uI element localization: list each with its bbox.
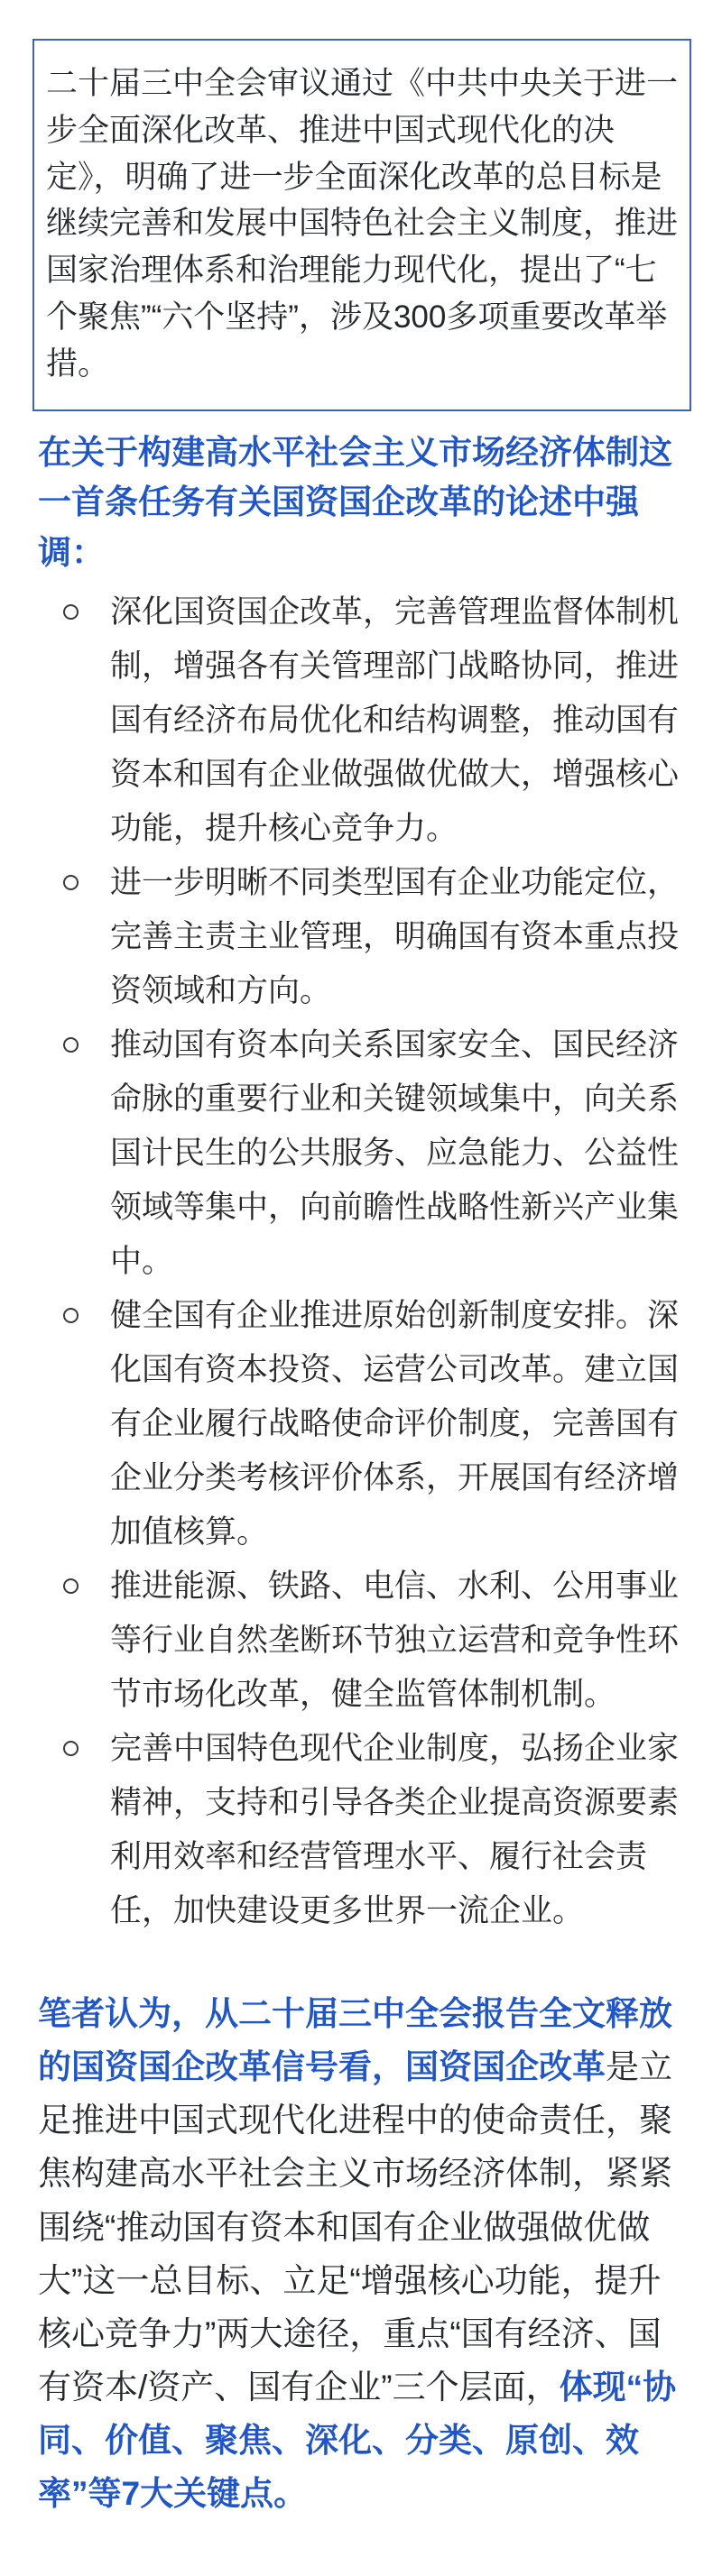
intro-box — [32, 39, 691, 411]
intro-box-text: 二十届三中全会审议通过《中共中央关于进一步全面深化改革、推进中国式现代化的决定》，明确了进一步全面深化改革的总目标是继续完善和发展中国特色社会主义制度，推进国家治理体系和治理能力现代化，提出了“七个聚焦”“六个坚持”，涉及300多项重要改革举措。 — [46, 66, 679, 382]
list-item — [61, 1559, 681, 1722]
bullet-circle-icon — [63, 604, 79, 620]
bullet-text: 深化国资国企改革，完善管理监督体制机制，增强各有关管理部门战略协同，推进国有经济布局优化和结构调整，推动国有资本和国有企业做强做优做大，增强核心功能，提升核心竞争力。 — [110, 594, 680, 847]
conclusion-paragraph — [38, 1987, 686, 2521]
list-item — [61, 1289, 681, 1559]
bullet-circle-icon — [63, 1308, 79, 1323]
bullet-text: 推进能源、铁路、电信、水利、公用事业等行业自然垄断环节独立运营和竞争性环节市场化改革，健全监管体制机制。 — [110, 1568, 680, 1712]
list-item — [61, 856, 681, 1018]
bullet-text: 健全国有企业推进原始创新制度安排。深化国有资本投资、运营公司改革。建立国有企业履行战略使命评价制度，完善国有企业分类考核评价体系，开展国有经济增加值核算。 — [110, 1297, 680, 1550]
bullet-circle-icon — [63, 1741, 79, 1756]
bullet-list — [61, 585, 681, 1938]
bullet-text: 推动国有资本向关系国家安全、国民经济命脉的重要行业和关键领域集中，向关系国计民生的公共服务、应急能力、公益性领域等集中，向前瞻性战略性新兴产业集中。 — [110, 1027, 680, 1279]
conclusion-middle: 是立足推进中国式现代化进程中的使命责任，聚焦构建高水平社会主义市场经济体制，紧紧围绕“推动国有资本和国有企业做强做优做大”这一总目标、立足“增强核心功能，提升核心竞争力”两大途径，重点“国有经济、国有资本/资产、国有企业”三个层面， — [38, 2047, 672, 2406]
bullet-text: 进一步明晰不同类型国有企业功能定位，完善主责主业管理，明确国有资本重点投资领域和方向。 — [110, 865, 680, 1009]
article — [0, 39, 722, 2521]
section-heading: 在关于构建高水平社会主义市场经济体制这一首条任务有关国资国企改革的论述中强调： — [38, 433, 672, 572]
bullet-circle-icon — [63, 1037, 79, 1053]
conclusion-tail: 体现“协同、价值、聚焦、深化、分类、原创、效率”等7大关键点。 — [38, 2369, 677, 2513]
conclusion-lead: 笔者认为，从二十届三中全会报告全文释放的国资国企改革信号看，国资国企改革 — [38, 1994, 672, 2085]
bullet-text: 完善中国特色现代企业制度，弘扬企业家精神，支持和引导各类企业提高资源要素利用效率和经营管理水平、履行社会责任，加快建设更多世界一流企业。 — [110, 1730, 680, 1928]
list-item — [61, 1018, 681, 1289]
list-item — [61, 585, 681, 856]
list-item — [61, 1722, 681, 1938]
bullet-circle-icon — [63, 1578, 79, 1594]
bullet-circle-icon — [63, 875, 79, 890]
